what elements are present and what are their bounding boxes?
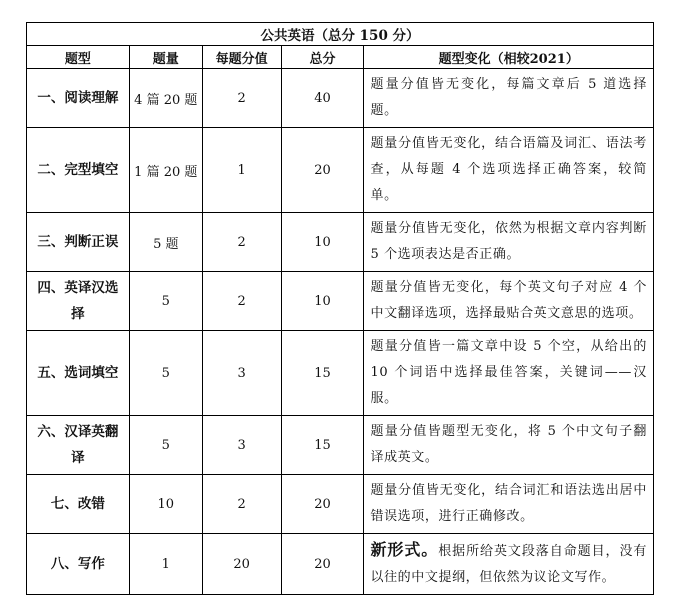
row-count: 4 篇 20 题 (129, 69, 202, 128)
row-change-text: 根据所给英文段落自命题目，没有以往的中文提纲，但依然为议论文写作。 (370, 544, 647, 585)
table-row (27, 128, 654, 213)
row-type: 七、改错 (27, 475, 130, 534)
row-total: 15 (281, 331, 364, 416)
row-count: 5 (129, 331, 202, 416)
row-change: 题量分值皆题型无变化，将 5 个中文句子翻译成英文。 (364, 416, 654, 475)
row-count: 1 篇 20 题 (129, 128, 202, 213)
header-points: 每题分值 (202, 46, 281, 69)
row-count: 5 题 (129, 213, 202, 272)
row-points: 3 (202, 331, 281, 416)
row-change (364, 534, 654, 595)
row-total: 15 (281, 416, 364, 475)
row-total: 10 (281, 272, 364, 331)
header-count: 题量 (129, 46, 202, 69)
table-row (27, 534, 654, 595)
table-row (27, 69, 654, 128)
row-total: 20 (281, 534, 364, 595)
new-format-emphasis: 新形式。 (370, 540, 439, 559)
table-row (27, 272, 654, 331)
row-type: 六、汉译英翻译 (27, 416, 130, 475)
row-change: 题量分值皆无变化，每篇文章后 5 道选择题。 (364, 69, 654, 128)
table-title: 公共英语（总分 150 分） (27, 23, 654, 46)
row-points: 20 (202, 534, 281, 595)
row-type: 一、阅读理解 (27, 69, 130, 128)
row-type: 八、写作 (27, 534, 130, 595)
row-type: 三、判断正误 (27, 213, 130, 272)
row-count: 10 (129, 475, 202, 534)
row-change: 题量分值皆一篇文章中设 5 个空，从给出的 10 个词语中选择最佳答案，关键词——汉服。 (364, 331, 654, 416)
table-row (27, 475, 654, 534)
row-type: 二、完型填空 (27, 128, 130, 213)
row-type: 五、选词填空 (27, 331, 130, 416)
row-count: 1 (129, 534, 202, 595)
row-type: 四、英译汉选择 (27, 272, 130, 331)
row-count: 5 (129, 416, 202, 475)
header-change: 题型变化（相较2021） (364, 46, 654, 69)
table-row (27, 416, 654, 475)
row-total: 20 (281, 475, 364, 534)
row-total: 20 (281, 128, 364, 213)
row-change: 题量分值皆无变化，结合词汇和语法选出居中错误选项，进行正确修改。 (364, 475, 654, 534)
row-points: 2 (202, 69, 281, 128)
table-row (27, 331, 654, 416)
row-total: 10 (281, 213, 364, 272)
row-points: 2 (202, 272, 281, 331)
row-change: 题量分值皆无变化，结合语篇及词汇、语法考查，从每题 4 个选项选择正确答案，较简单。 (364, 128, 654, 213)
row-points: 3 (202, 416, 281, 475)
table-row (27, 213, 654, 272)
header-total: 总分 (281, 46, 364, 69)
row-points: 2 (202, 475, 281, 534)
row-points: 2 (202, 213, 281, 272)
exam-structure-table (26, 22, 654, 595)
row-total: 40 (281, 69, 364, 128)
row-count: 5 (129, 272, 202, 331)
row-change: 题量分值皆无变化，每个英文句子对应 4 个中文翻译选项，选择最贴合英文意思的选项。 (364, 272, 654, 331)
row-points: 1 (202, 128, 281, 213)
row-change: 题量分值皆无变化，依然为根据文章内容判断 5 个选项表达是否正确。 (364, 213, 654, 272)
header-type: 题型 (27, 46, 130, 69)
